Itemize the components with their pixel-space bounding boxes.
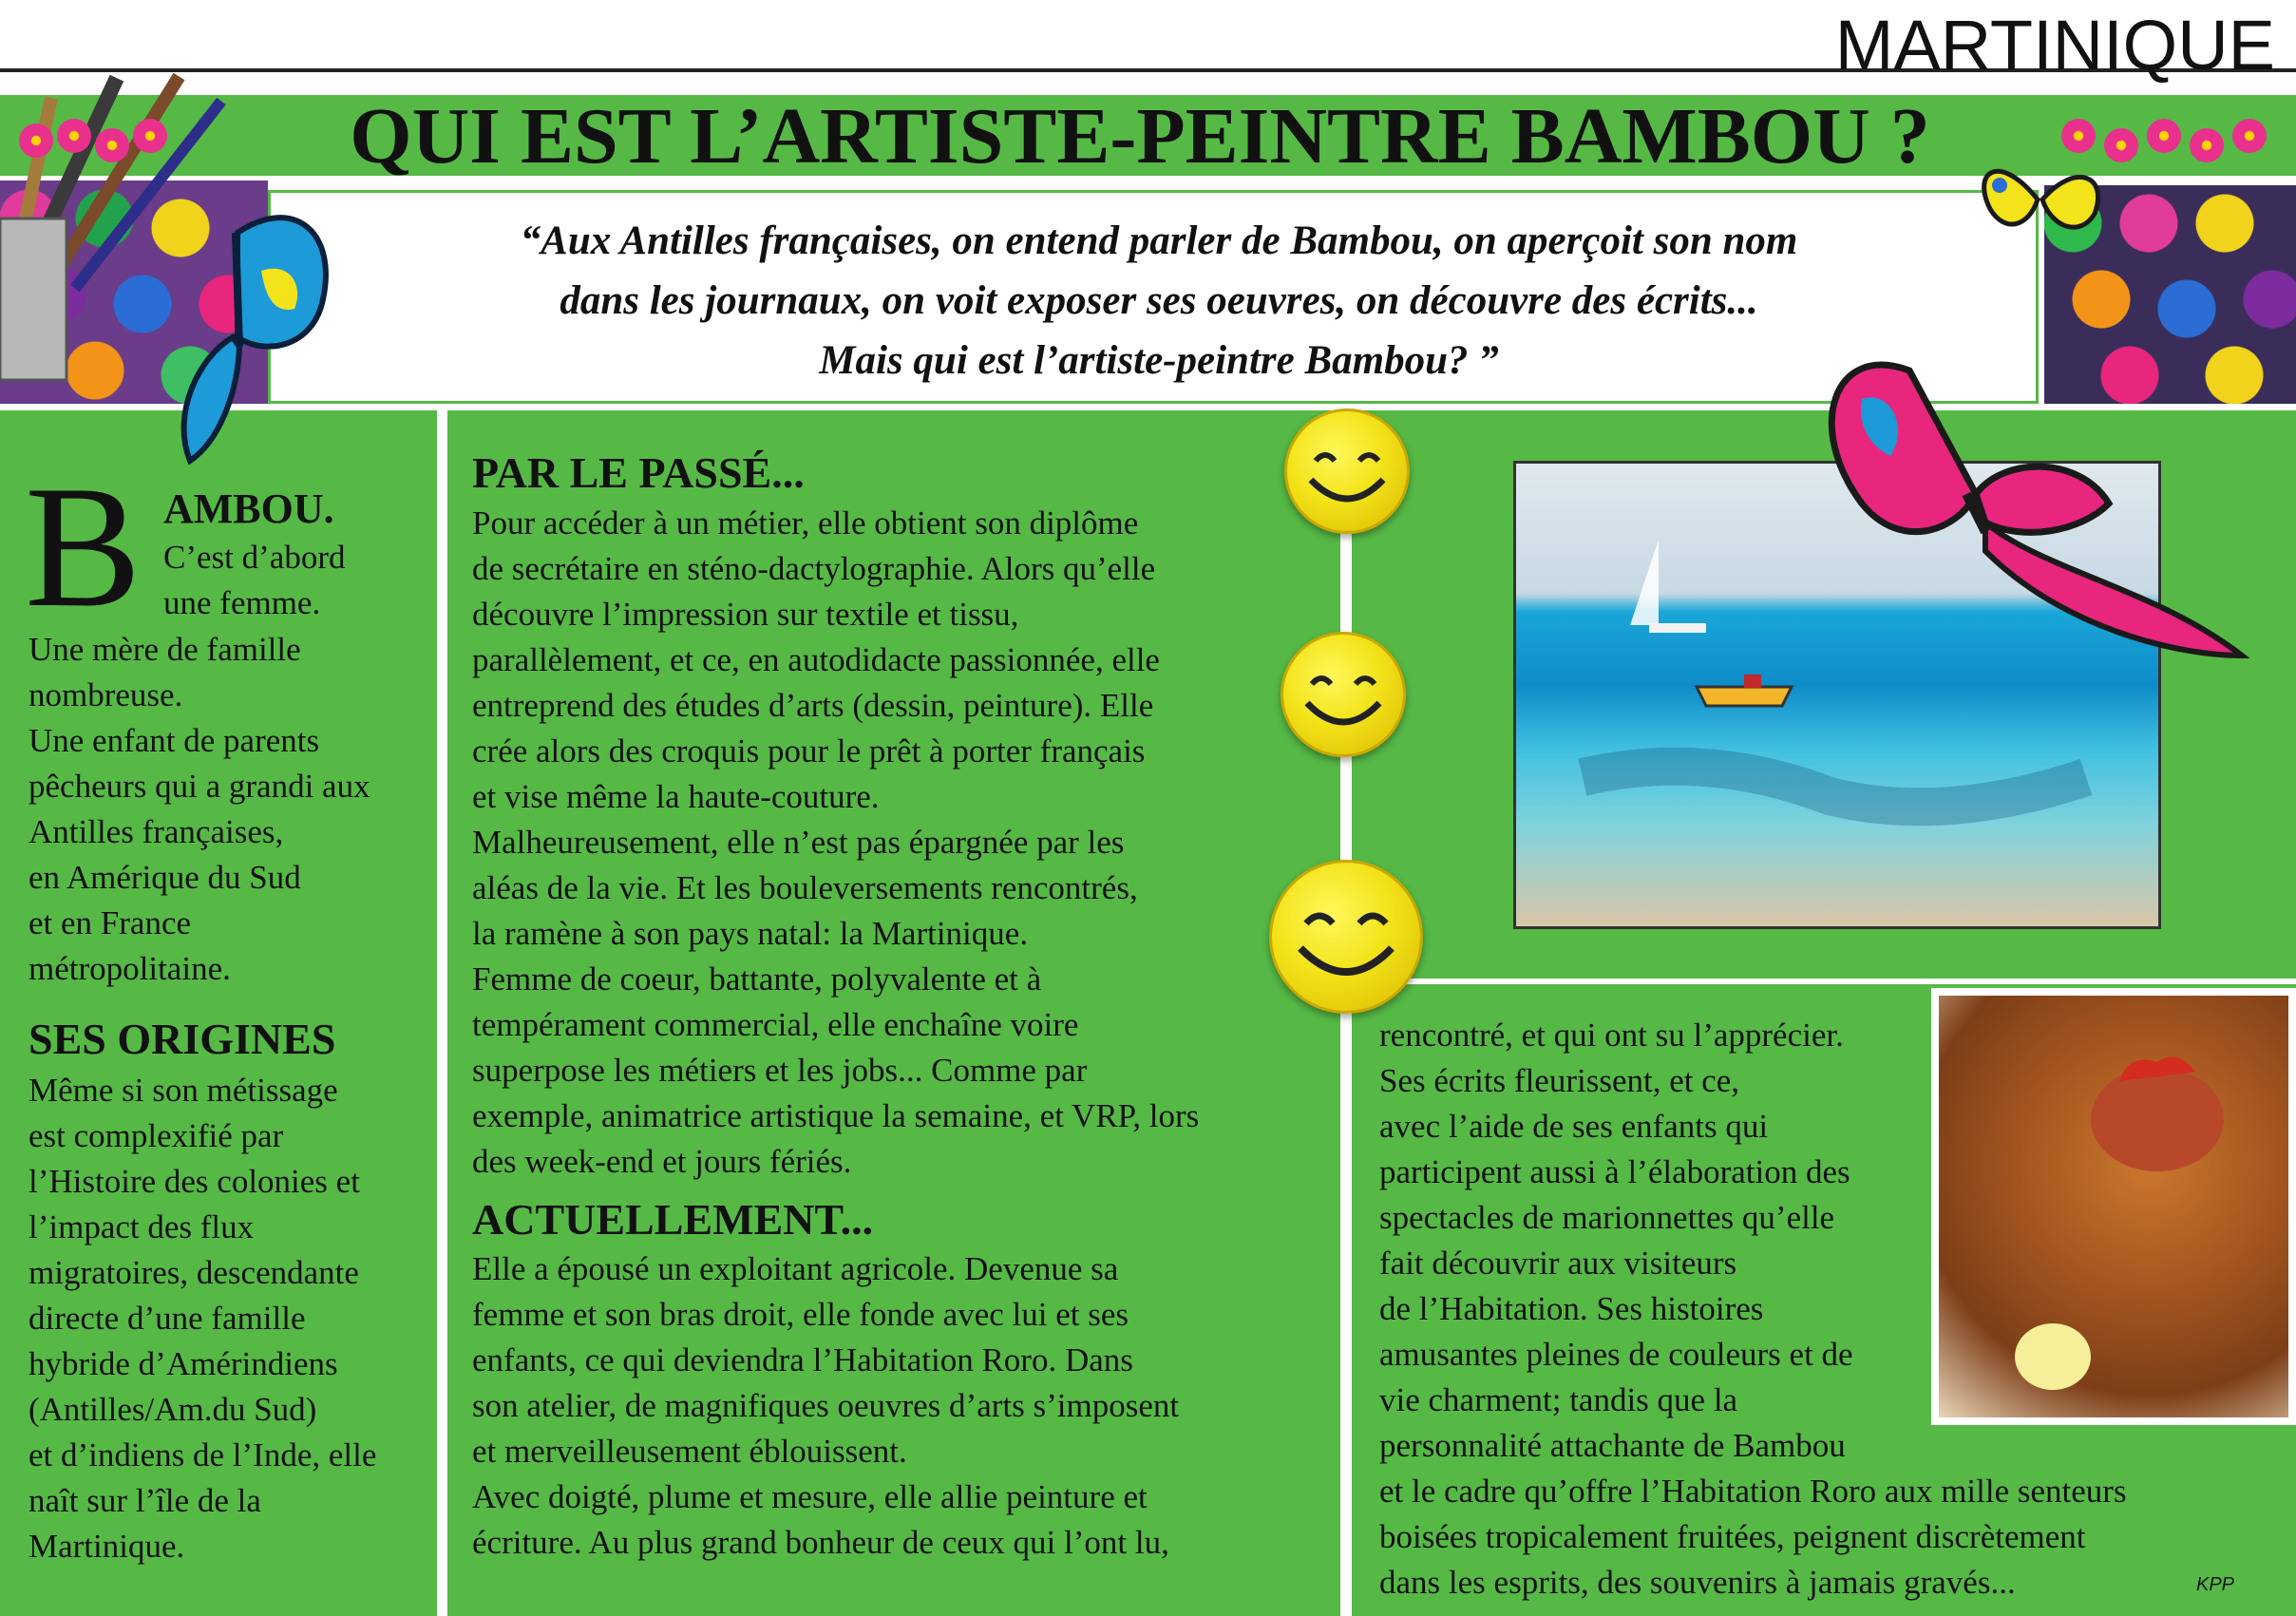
text-line: pêcheurs qui a grandi aux [28,768,370,805]
now-heading: ACTUELLEMENT... [472,1195,874,1244]
text-line: découvre l’impression sur textile et tissu, [472,596,1019,633]
text-line: C’est d’abord [163,539,346,576]
text-line: naît sur l’île de la [28,1482,261,1519]
text-line: boisées tropicalement fruitées, peignent discrètement [1379,1518,2086,1555]
origins-heading: SES ORIGINES [28,1015,336,1063]
hibiscus-icon [2232,119,2267,153]
now-body [472,1246,1179,1566]
text-line: dans les esprits, des souvenirs à jamais gravés... [1379,1564,2016,1601]
text-line: nombreuse. [28,676,183,713]
text-line: écriture. Au plus grand bonheur de ceux qui l’ont lu, [472,1524,1169,1561]
text-line: aléas de la vie. Et les bouleversements rencontrés, [472,869,1138,906]
text-line: une femme. [163,584,321,621]
past-body [472,501,1199,1185]
past-heading: PAR LE PASSÉ... [472,448,805,497]
text-line: directe d’une famille [28,1300,306,1337]
origins-body [28,1068,376,1569]
text-line: métropolitaine. [28,950,231,987]
text-line: et d’indiens de l’Inde, elle [28,1436,377,1473]
butterfly-icon [1795,342,2261,694]
intro-body [28,627,370,992]
quote-text [304,211,2014,390]
text-line: en Amérique du Sud [28,859,301,896]
text-line: vie charment; tandis que la [1379,1381,1738,1418]
text-line: l’Histoire des colonies et [28,1163,360,1200]
country-label: MARTINIQUE [1834,6,2275,85]
intro-cap-lines [163,535,345,626]
text-line: est complexifié par [28,1117,284,1154]
dropcap: B [25,449,142,643]
smiley-icon [1281,632,1406,757]
smiley-icon [1269,860,1423,1014]
hibiscus-icon [19,124,53,158]
section-divider [1352,979,2296,984]
intro-heading: AMBOU. [163,485,334,532]
smiley-icon [1284,409,1410,534]
continued-body [1379,1013,2127,1606]
hibiscus-icon [57,119,91,153]
text-line: et vise même la haute-couture. [472,778,880,815]
text-line: fait découvrir aux visiteurs [1379,1245,1737,1282]
butterfly-icon [1971,143,2114,257]
text-line: parallèlement, et ce, en autodidacte passionnée, elle [472,641,1160,678]
text-line: des week-end et jours fériés. [472,1143,852,1180]
quote-line: Mais qui est l’artiste-peintre Bambou? ” [819,338,1499,383]
text-line: rencontré, et qui ont su l’apprécier. [1379,1017,1844,1054]
text-line: et en France [28,904,192,941]
text-line: Martinique. [28,1528,185,1565]
text-line: enfants, ce qui deviendra l’Habitation Roro. Dans [472,1341,1133,1378]
text-line: amusantes pleines de couleurs et de [1379,1336,1853,1373]
text-line: et merveilleusement éblouissent. [472,1433,907,1470]
text-line: de secrétaire en sténo-dactylographie. Alors qu’elle [472,550,1156,587]
text-line: femme et son bras droit, elle fonde avec lui et ses [472,1296,1129,1333]
text-line: Même si son métissage [28,1072,338,1109]
page-title: QUI EST L’ARTISTE-PEINTRE BAMBOU ? [350,92,1930,181]
text-line: spectacles de marionnettes qu’elle [1379,1199,1835,1236]
hibiscus-icon [133,119,167,153]
text-line: la ramène à son pays natal: la Martinique. [472,915,1029,952]
hibiscus-icon [2147,119,2181,153]
text-line: crée alors des croquis pour le prêt à porter français [472,732,1146,770]
text-line: exemple, animatrice artistique la semaine, et VRP, lors [472,1097,1200,1134]
hibiscus-icon [2190,128,2224,162]
text-line: (Antilles/Am.du Sud) [28,1391,317,1428]
column-divider [437,410,447,1616]
credit: KPP [2196,1574,2235,1595]
text-line: Malheureusement, elle n’est pas épargnée par les [472,824,1125,861]
quote-line: “Aux Antilles françaises, on entend parler de Bambou, on aperçoit son nom [520,219,1798,263]
text-line: Ses écrits fleurissent, et ce, [1379,1062,1740,1099]
text-line: avec l’aide de ses enfants qui [1379,1108,1769,1145]
text-line: personnalité attachante de Bambou [1379,1427,1846,1464]
hibiscus-icon [95,128,129,162]
text-line: tempérament commercial, elle enchaîne voire [472,1006,1079,1043]
quote-line: dans les journaux, on voit exposer ses oeuvres, on découvre des écrits... [560,278,1758,323]
text-line: Avec doigté, plume et mesure, elle allie peinture et [472,1478,1148,1515]
text-line: Une enfant de parents [28,722,320,759]
text-line: hybride d’Amérindiens [28,1345,338,1382]
text-line: et le cadre qu’offre l’Habitation Roro aux mille senteurs [1379,1473,2127,1510]
text-line: superpose les métiers et les jobs... Comme par [472,1052,1088,1089]
text-line: Pour accéder à un métier, elle obtient son diplôme [472,504,1139,542]
text-line: migratoires, descendante [28,1254,359,1291]
text-line: participent aussi à l’élaboration des [1379,1153,1850,1190]
butterfly-icon [133,195,342,480]
text-line: de l’Habitation. Ses histoires [1379,1290,1764,1327]
text-line: entreprend des études d’arts (dessin, peinture). Elle [472,687,1154,724]
text-line: Une mère de famille [28,631,301,668]
text-line: Elle a épousé un exploitant agricole. Devenue sa [472,1250,1119,1287]
text-line: Femme de coeur, battante, polyvalente et à [472,960,1042,998]
text-line: l’impact des flux [28,1208,255,1245]
text-line: son atelier, de magnifiques oeuvres d’arts s’imposent [472,1387,1180,1424]
text-line: Antilles françaises, [28,813,284,850]
